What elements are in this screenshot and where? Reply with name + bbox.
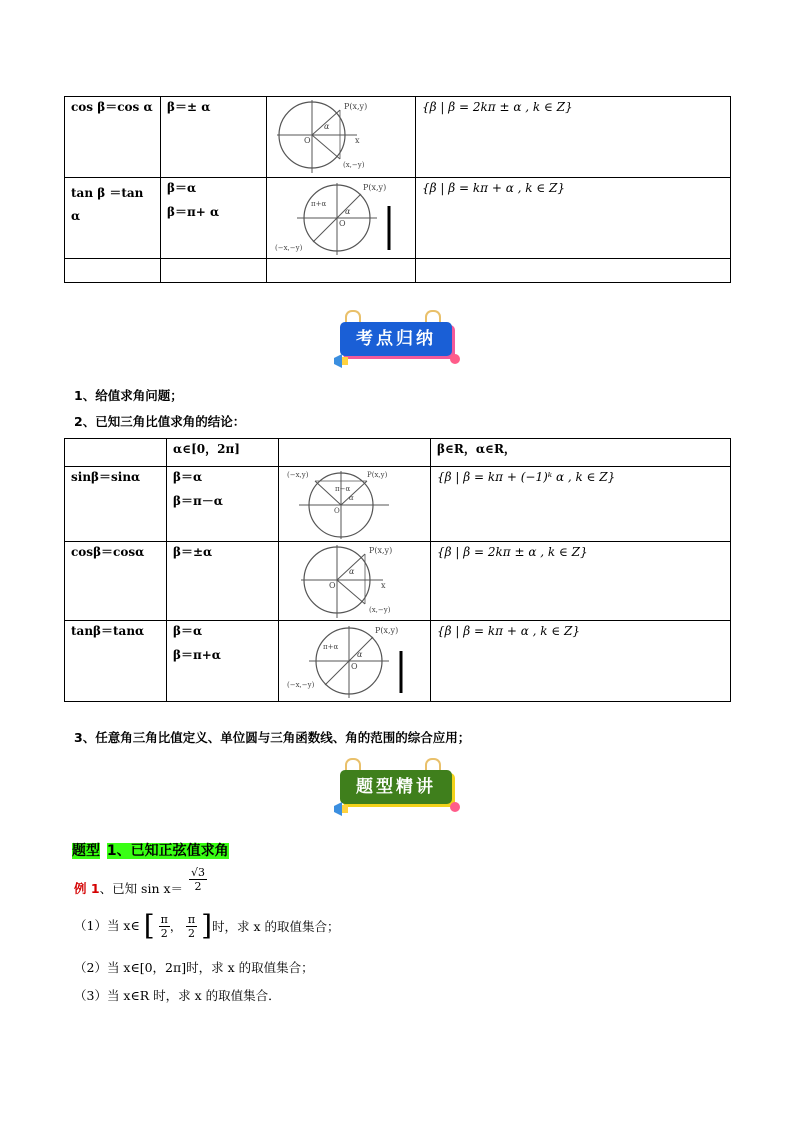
unit-circle-tan-figure xyxy=(267,178,415,256)
svg-text:O: O xyxy=(329,581,336,590)
svg-text:α: α xyxy=(324,122,330,131)
list-item: 3、任意角三角比值定义、单位圆与三角函数线、角的范围的综合应用； xyxy=(74,730,471,745)
interval-bracket: ] xyxy=(201,909,213,942)
svg-text:(−x,−y): (−x,−y) xyxy=(287,681,315,689)
svg-text:α: α xyxy=(349,494,354,502)
svg-text:P(x,y): P(x,y) xyxy=(367,471,388,479)
table-cell: β＝α β＝π+ α xyxy=(161,178,267,259)
unit-circle-diagram xyxy=(279,467,431,542)
svg-text:α: α xyxy=(349,567,355,576)
question-1: （1）当 x∈ [ $\frac{\pi}{2}$ ， $\frac{\pi}{2}$ ]时，求 x 的取值集合； xyxy=(74,909,340,942)
svg-text:x: x xyxy=(355,136,360,145)
section-title-text: 、已知正弦值求角 xyxy=(116,843,229,859)
fraction xyxy=(159,913,170,940)
example-text: 、已知 sin x＝ xyxy=(99,881,184,896)
svg-text:π−α: π−α xyxy=(335,485,351,493)
question-text: 时，求 x 的取值集合； xyxy=(212,919,340,934)
table-row xyxy=(65,621,731,702)
banner-label: 题型精讲 xyxy=(340,770,452,804)
svg-text:x: x xyxy=(381,581,386,590)
table-cell: sinβ＝sinα xyxy=(65,467,167,542)
fraction-numerator: √3 xyxy=(191,866,206,879)
svg-text:O: O xyxy=(304,136,311,145)
svg-text:(−x,−y): (−x,−y) xyxy=(275,244,303,252)
table-cell: cosβ＝cosα xyxy=(65,542,167,621)
unit-circle-cos-figure xyxy=(279,542,429,618)
table-cell xyxy=(267,259,416,283)
svg-text:P(x,y): P(x,y) xyxy=(344,102,368,111)
banner-label: 考点归纳 xyxy=(340,322,452,356)
table-row xyxy=(65,467,731,542)
table-cell: β＝α β＝π－α xyxy=(167,467,279,542)
table-cell: tan β ＝tan α xyxy=(65,178,161,259)
interval-bracket: [ xyxy=(143,909,155,942)
table-cell: β＝±α xyxy=(167,542,279,621)
example-label: 例 1 xyxy=(74,881,100,896)
table-cell xyxy=(161,259,267,283)
section-title xyxy=(72,840,229,860)
unit-circle-sin-figure xyxy=(279,467,429,539)
fraction-numerator: π xyxy=(160,912,168,926)
table-cell: α∈[0，2π] xyxy=(167,439,279,467)
fraction-denominator: 2 xyxy=(187,926,195,940)
unit-circle-diagram xyxy=(267,97,416,178)
table-cell: {β | β = 2kπ ± α , k ∈ Z} xyxy=(416,97,731,178)
megaphone-icon xyxy=(332,800,352,818)
unit-circle-diagram xyxy=(267,178,416,259)
unit-circle-cos-figure xyxy=(267,97,415,175)
heart-icon xyxy=(450,802,460,812)
fraction xyxy=(189,866,207,893)
table-1 xyxy=(64,96,731,283)
unit-circle-tan-figure xyxy=(279,621,429,699)
svg-text:π+α: π+α xyxy=(323,643,339,651)
unit-circle-diagram xyxy=(279,542,431,621)
table-cell: tanβ＝tanα xyxy=(65,621,167,702)
svg-text:(x,−y): (x,−y) xyxy=(343,161,365,169)
table-cell: β＝α β＝π+α xyxy=(167,621,279,702)
fraction-numerator: π xyxy=(187,912,196,926)
section-number: 1 xyxy=(106,843,117,859)
table-cell: β＝± α xyxy=(161,97,267,178)
table-row xyxy=(65,97,731,178)
question-2: （2）当 x∈[0，2π]时，求 x 的取值集合； xyxy=(74,960,314,975)
table-row xyxy=(65,542,731,621)
megaphone-icon xyxy=(332,352,352,370)
svg-text:P(x,y): P(x,y) xyxy=(375,626,399,635)
svg-text:O: O xyxy=(339,219,346,228)
svg-text:π+α: π+α xyxy=(311,200,327,208)
table-cell: {β | β = kπ + α , k ∈ Z} xyxy=(431,621,731,702)
heart-icon xyxy=(450,354,460,364)
section-banner-tixing xyxy=(330,758,465,820)
svg-text:O: O xyxy=(334,507,340,515)
list-item: 1、给值求角问题； xyxy=(74,388,183,403)
table-row xyxy=(65,439,731,467)
table-cell: {β | β = 2kπ ± α , k ∈ Z} xyxy=(431,542,731,621)
svg-text:α: α xyxy=(345,207,351,216)
table-row xyxy=(65,259,731,283)
section-banner-kaodian xyxy=(330,310,465,372)
svg-text:α: α xyxy=(357,650,363,659)
fraction-denominator: 2 xyxy=(160,926,168,940)
table-cell: cos β＝cos α xyxy=(65,97,161,178)
question-3: （3）当 x∈R 时，求 x 的取值集合． xyxy=(74,988,281,1003)
table-2 xyxy=(64,438,731,702)
fraction xyxy=(186,913,197,940)
svg-text:(x,−y): (x,−y) xyxy=(369,606,391,614)
table-cell xyxy=(416,259,731,283)
table-cell: {β | β = kπ + α , k ∈ Z} xyxy=(416,178,731,259)
list-item: 2、已知三角比值求角的结论： xyxy=(74,414,246,429)
fraction-denominator: 2 xyxy=(194,880,202,893)
example-1 xyxy=(74,866,207,902)
table-cell xyxy=(65,259,161,283)
table-cell xyxy=(279,439,431,467)
table-cell: {β | β = kπ + (−1)ᵏ α , k ∈ Z} xyxy=(431,467,731,542)
svg-text:P(x,y): P(x,y) xyxy=(363,183,387,192)
section-prefix: 题型 xyxy=(72,843,100,859)
table-cell xyxy=(65,439,167,467)
svg-text:O: O xyxy=(351,662,358,671)
table-row xyxy=(65,178,731,259)
svg-text:(−x,y): (−x,y) xyxy=(287,471,309,479)
table-cell: β∈R，α∈R， xyxy=(431,439,731,467)
unit-circle-diagram xyxy=(279,621,431,702)
svg-text:P(x,y): P(x,y) xyxy=(369,546,393,555)
question-text: （1）当 x∈ xyxy=(74,917,140,933)
